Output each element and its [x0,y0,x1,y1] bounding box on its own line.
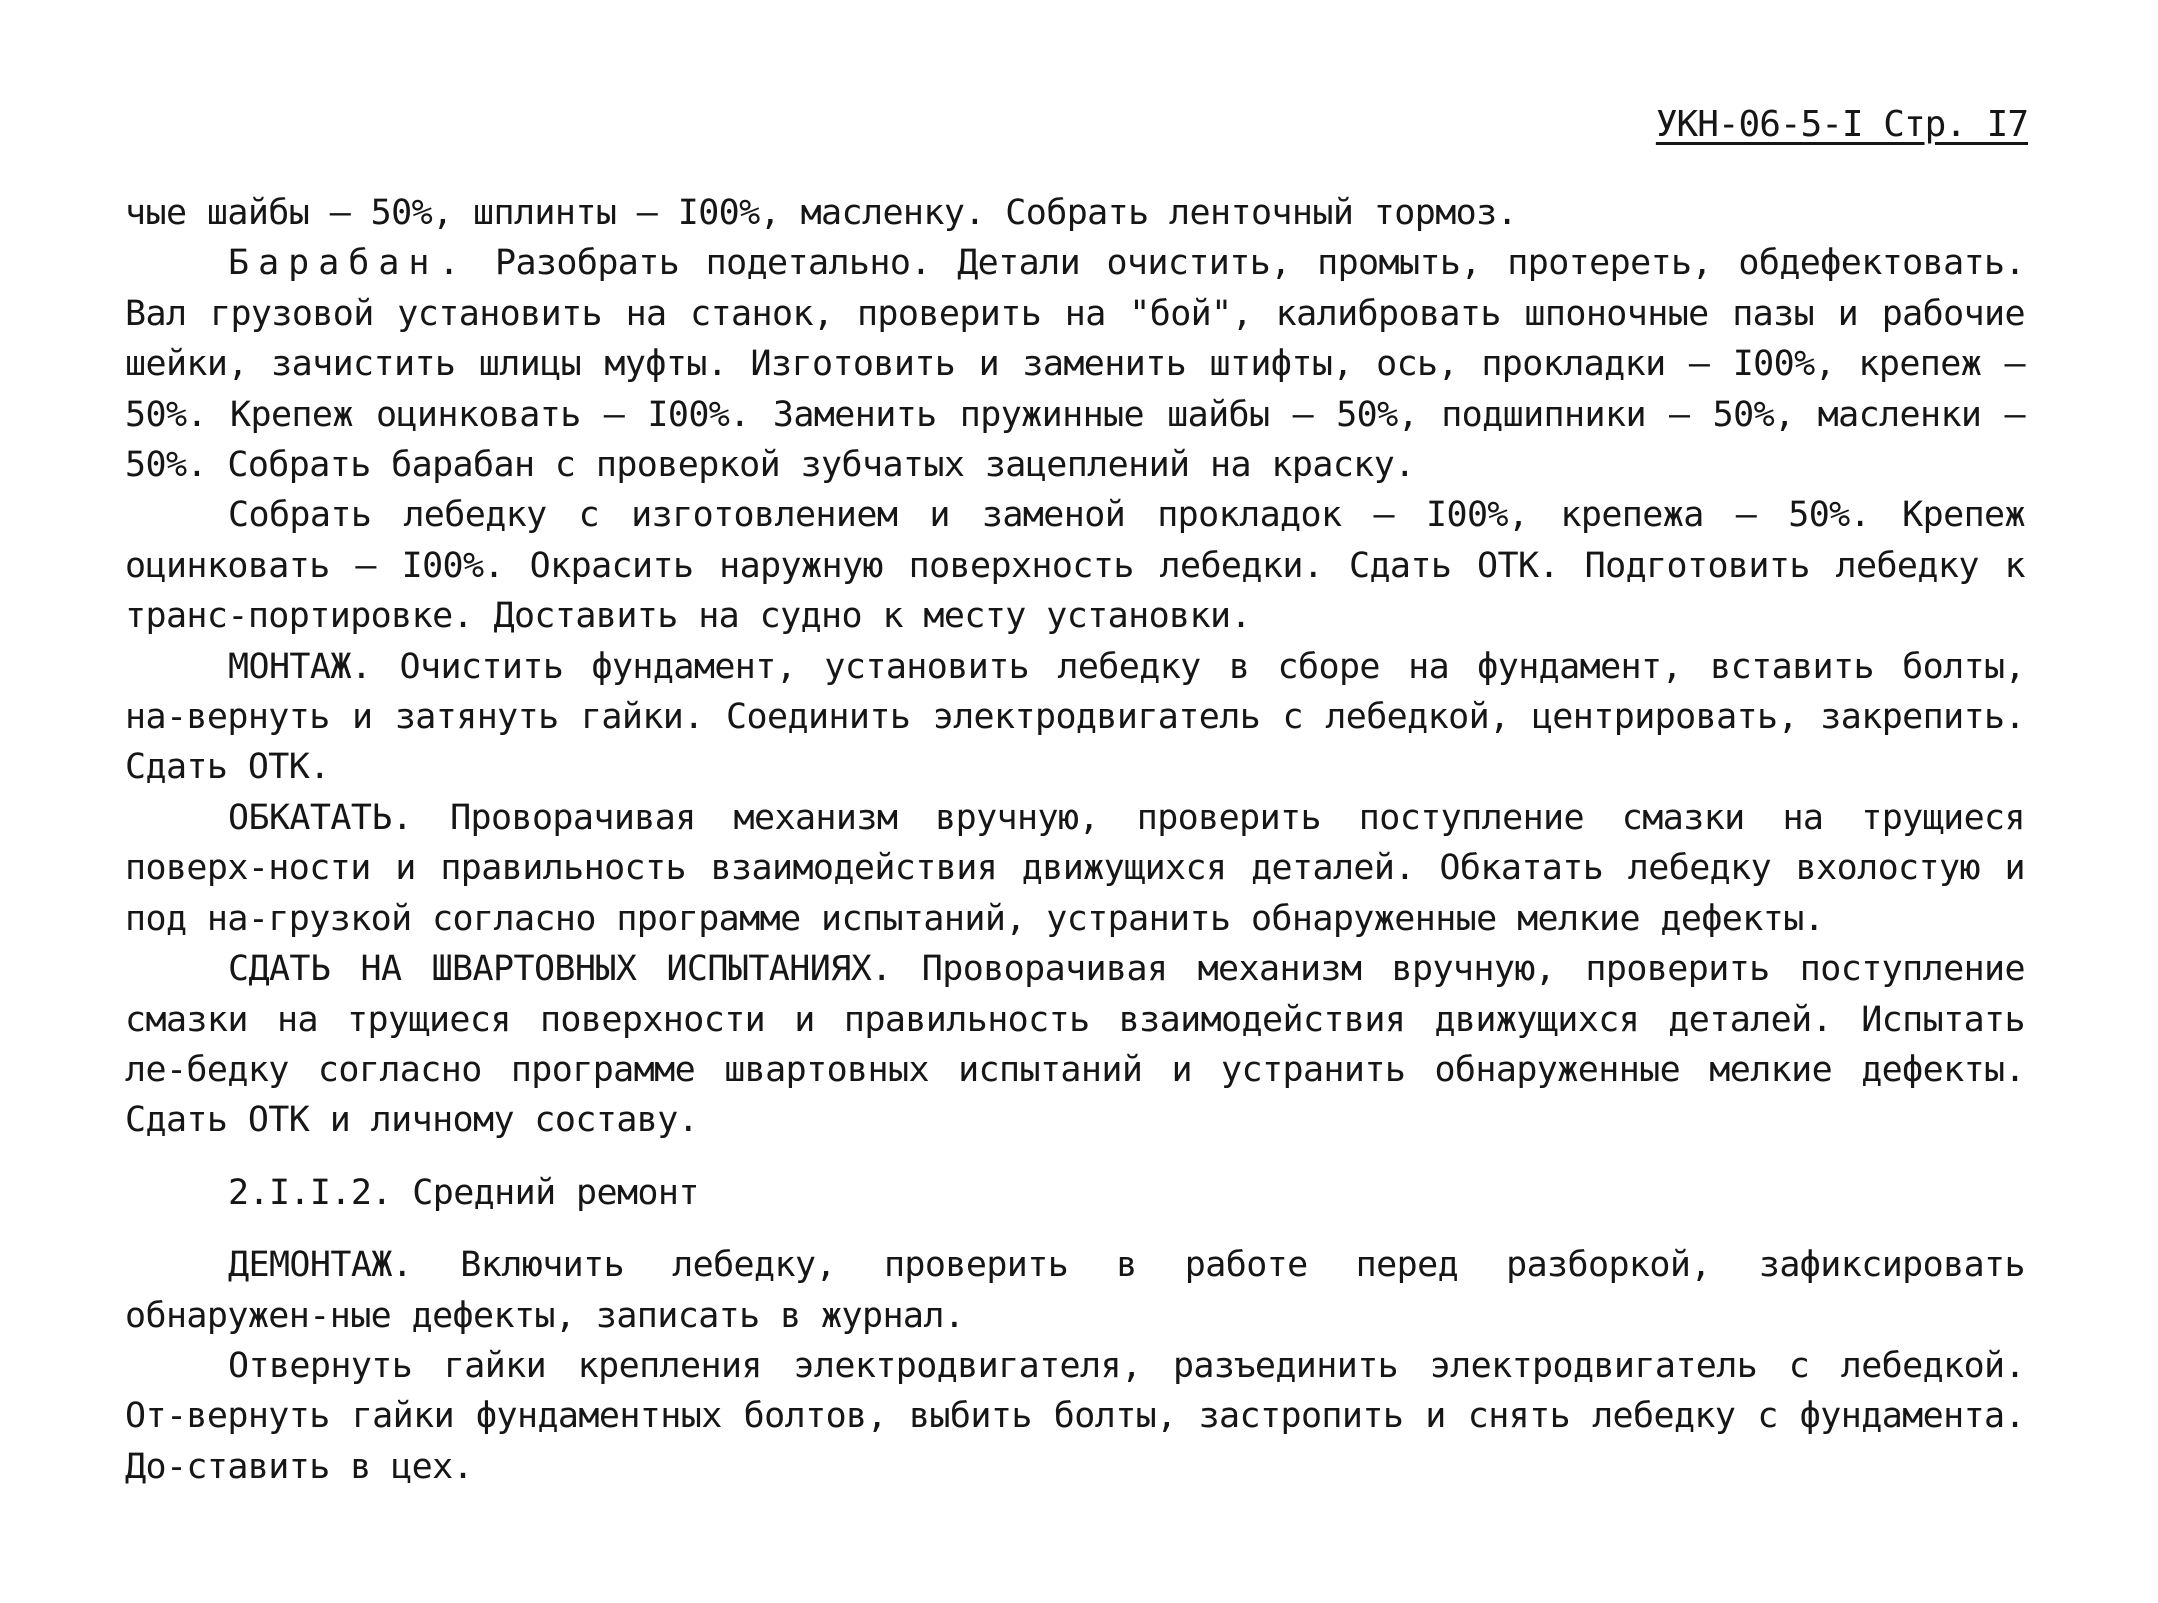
paragraph-mounting: МОНТАЖ. Очистить фундамент, установить лебедку в сборе на фундамент, вставить болты, на-вернуть и затянуть гайки. Соединить электродвигатель с лебедкой, центрировать, закрепить. Сдать ОТК. [125,646,2025,788]
paragraph-assemble-winch: Собрать лебедку с изготовлением и заменой прокладок – I00%, крепежа – 50%. Крепеж оцинковать – I00%. Окрасить наружную поверхность лебедки. Сдать ОТК. Подготовить лебедку к транс-портировке. Доставить на судно к месту установки. [125,495,2025,637]
paragraph-body: Разобрать подетально. Детали очистить, промыть, протереть, обдефектовать. Вал грузовой установить на станок, проверить на "бой", калибровать шпоночные пазы и рабочие шейки, зачистить шлицы муфты. Изготовить и заменить штифты, ось, прокладки – I00%, крепеж – 50%. Крепеж оцинковать – I00%. Заменить пружинные шайбы – 50%, подшипники – 50%, масленки – 50%. Собрать барабан с проверкой зубчатых зацеплений на краску. [125,243,2025,486]
paragraph-dismantling: ДЕМОНТАЖ. Включить лебедку, проверить в работе перед разборкой, зафиксировать обнаружен-ные дефекты, записать в журнал. [125,1245,2025,1336]
paragraph-run-in: ОБКАТАТЬ. Проворачивая механизм вручную, проверить поступление смазки на трущиеся поверх-ности и правильность взаимодействия движущихся деталей. Обкатать лебедку вхолостую и под на-грузкой согласно программе испытаний, устранить обнаруженные мелкие дефекты. [125,797,2025,939]
paragraph-mooring-tests: СДАТЬ НА ШВАРТОВНЫХ ИСПЫТАНИЯХ. Проворачивая механизм вручную, проверить поступление смазки на трущиеся поверхности и правильность взаимодействия движущихся деталей. Испытать ле-бедку согласно программе швартовных испытаний и устранить обнаруженные мелкие дефекты. Сдать ОТК и личному составу. [125,949,2025,1141]
paragraph-continuation: чые шайбы – 50%, шплинты – I00%, масленку. Собрать ленточный тормоз. [125,193,1518,233]
section-heading: 2.I.I.2. Средний ремонт [228,1172,699,1213]
body-text [125,188,2025,1492]
paragraph-unscrew-nuts: Отвернуть гайки крепления электродвигателя, разъединить электродвигатель с лебедкой. От-вернуть гайки фундаментных болтов, выбить болты, застропить и снять лебедку с фундамента. До-ставить в цех. [125,1345,2025,1487]
paragraph-drum [125,238,2025,490]
page-header-doc-ref: УКН-06-5-I Стр. I7 [1655,104,2028,145]
paragraph-lead-word: Барабан. [228,243,469,284]
